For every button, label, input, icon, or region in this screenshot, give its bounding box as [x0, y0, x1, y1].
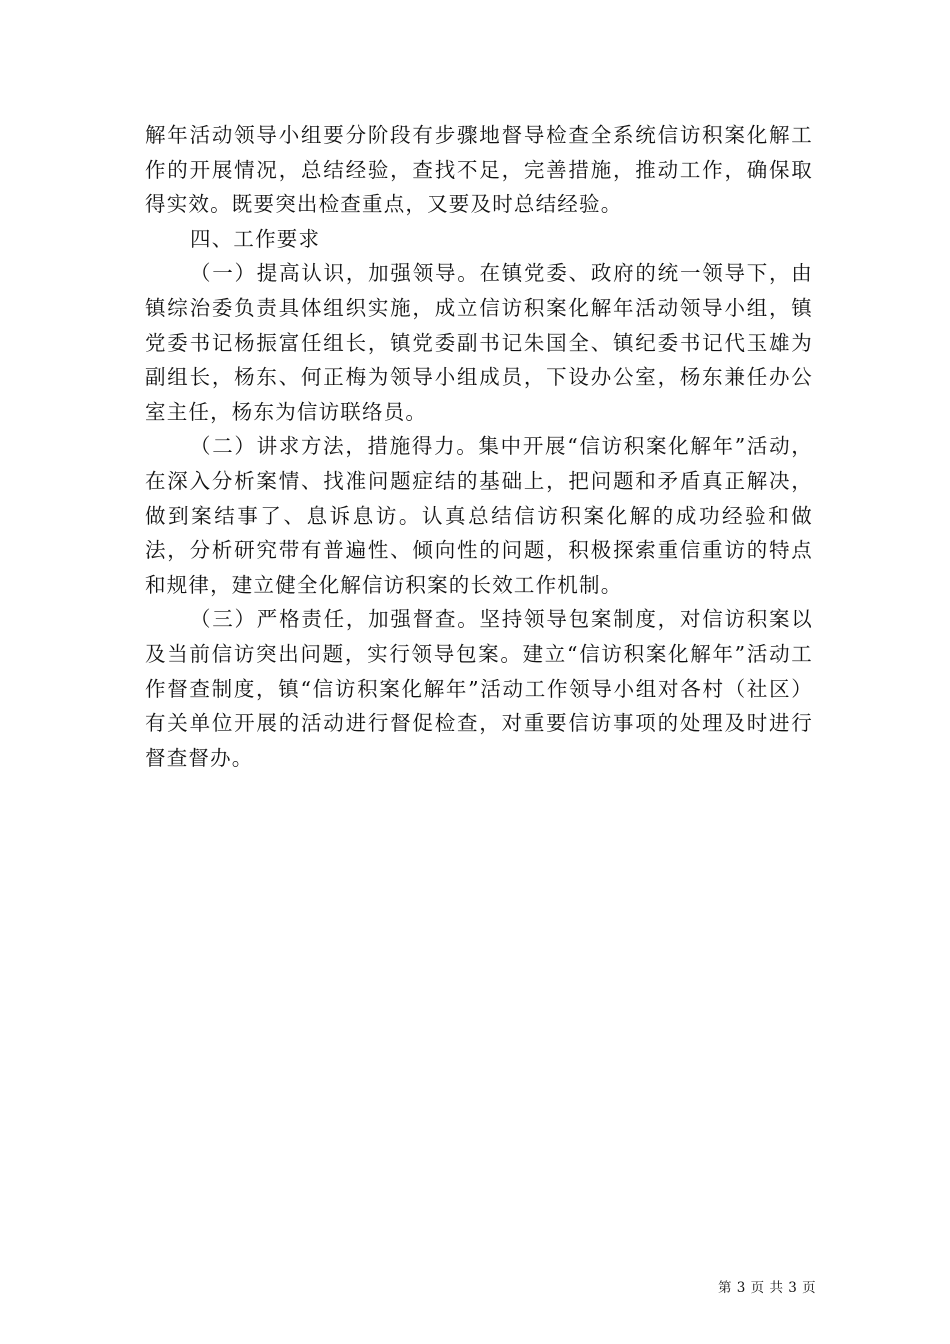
section-heading-work-requirements: 四、工作要求 [190, 226, 321, 251]
paragraph-continuation: 解年活动领导小组要分阶段有步骤地督导检查全系统信访积案化解工作的开展情况，总结经验，查找不足，完善措施，推动工作，确保取得实效。既要突出检查重点，又要及时总结经验。 [145, 123, 813, 217]
document-body [145, 118, 813, 775]
page-number-footer: 第 3 页 共 3 页 [718, 1280, 817, 1296]
paragraph-requirement-2: （二）讲求方法，措施得力。集中开展“信访积案化解年”活动，在深入分析案情、找准问题症结的基础上，把问题和矛盾真正解决，做到案结事了、息诉息访。认真总结信访积案化解的成功经验和做法，分析研究带有普遍性、倾向性的问题，积极探索重信重访的特点和规律，建立健全化解信访积案的长效工作机制。 [145, 434, 813, 597]
paragraph-requirement-3: （三）严格责任，加强督查。坚持领导包案制度，对信访积案以及当前信访突出问题，实行领导包案。建立“信访积案化解年”活动工作督查制度，镇“信访积案化解年”活动工作领导小组对各村（社区）有关单位开展的活动进行督促检查，对重要信访事项的处理及时进行督查督办。 [145, 607, 813, 770]
paragraph-requirement-1: （一）提高认识，加强领导。在镇党委、政府的统一领导下，由镇综治委负责具体组织实施，成立信访积案化解年活动领导小组，镇党委书记杨振富任组长，镇党委副书记朱国全、镇纪委书记代玉雄为副组长，杨东、何正梅为领导小组成员，下设办公室，杨东兼任办公室主任，杨东为信访联络员。 [145, 261, 813, 424]
